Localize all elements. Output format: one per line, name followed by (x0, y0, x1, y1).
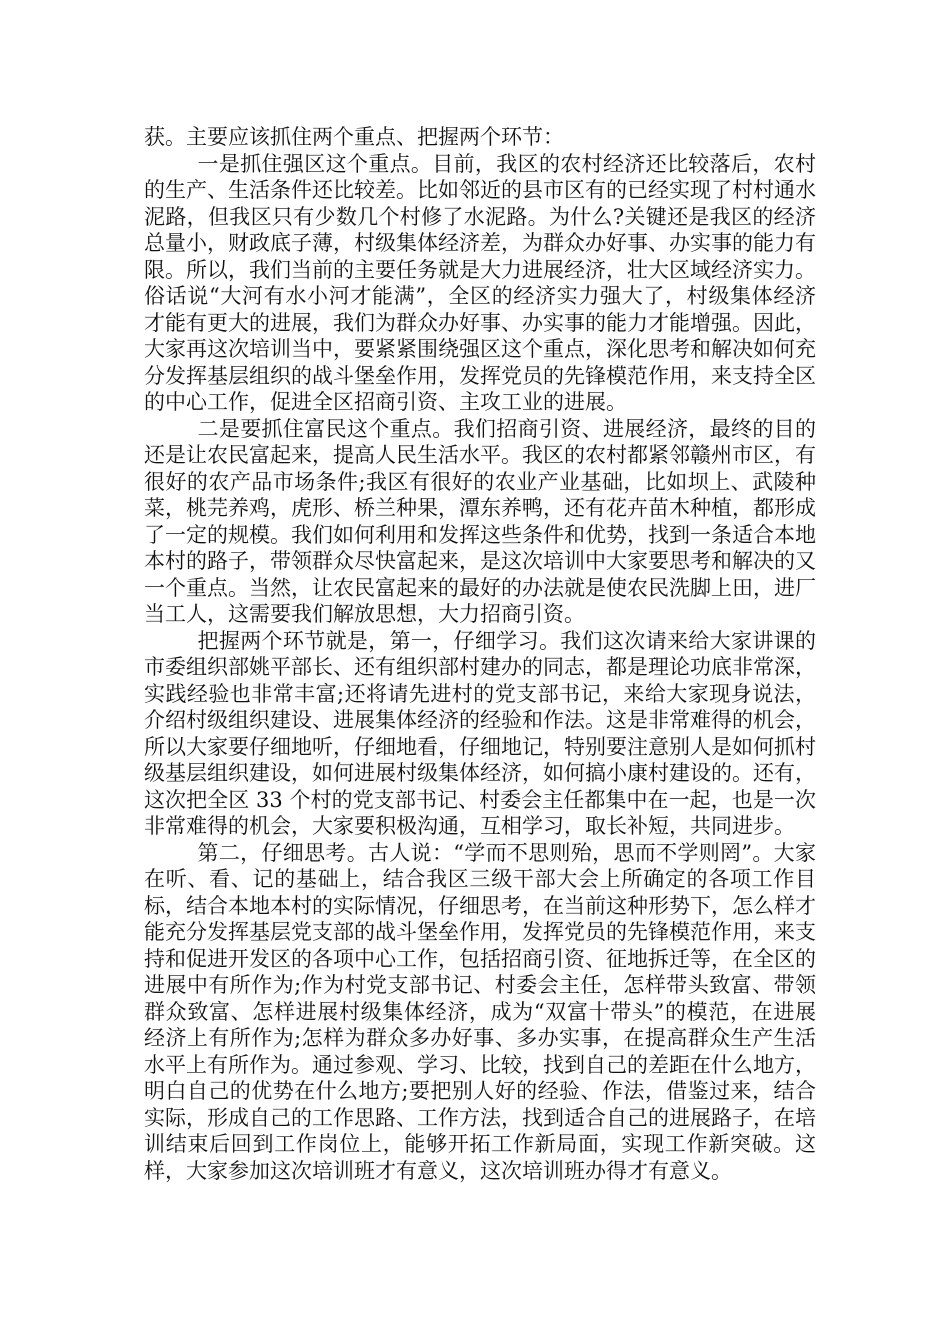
paragraph-careful-thinking: 第二，仔细思考。古人说：“学而不思则殆，思而不学则罔”。大家在听、看、记的基础上，结合我区三级干部大会上所确定的各项工作目标，结合本地本村的实际情况，仔细思考，在当前这种形势下，怎么样才能充分发挥基层党支部的战斗堡垒作用，发挥党员的先锋模范作用，来支持和促进开发区的各项中心工作，包括招商引资、征地拆迁等，在全区的进展中有所作为;作为村党支部书记、村委会主任，怎样带头致富、带领群众致富、怎样进展村级集体经济，成为“双富十带头”的模范，在进展经济上有所作为;怎样为群众多办好事、多办实事，在提高群众生产生活水平上有所作为。通过参观、学习、比较，找到自己的差距在什么地方，明白自己的优势在什么地方;要把别人好的经验、作法，借鉴过来，结合实际，形成自己的工作思路、工作方法，找到适合自己的进展路子，在培训结束后回到工作岗位上，能够开拓工作新局面，实现工作新突破。这样，大家参加这次培训班才有意义，这次培训班办得才有意义。 (144, 840, 816, 1183)
paragraph-enrich-people: 二是要抓住富民这个重点。我们招商引资、进展经济，最终的目的还是让农民富起来，提高人民生活水平。我区的农村都紧邻赣州市区，有很好的农产品市场条件;我区有很好的农业产业基础，比如坝上、武陵种菜，桃芫养鸡，虎形、桥兰种果，潭东养鸭，还有花卉苗木种植，都形成了一定的规模。我们如何利用和发挥这些条件和优势，找到一条适合本地本村的路子，带领群众尽快富起来，是这次培训中大家要思考和解决的又一个重点。当然，让农民富起来的最好的办法就是使农民洗脚上田，进厂当工人，这需要我们解放思想，大力招商引资。 (144, 416, 816, 626)
paragraph-careful-study: 把握两个环节就是，第一，仔细学习。我们这次请来给大家讲课的市委组织部姚平部长、还有组织部村建办的同志，都是理论功底非常深，实践经验也非常丰富;还将请先进村的党支部书记，来给大家现身说法，介绍村级组织建设、进展集体经济的经验和作法。这是非常难得的机会，所以大家要仔细地听，仔细地看，仔细地记，特别要注意别人是如何抓村级基层组织建设，如何进展村级集体经济，如何搞小康村建设的。还有，这次把全区 33 个村的党支部书记、村委会主任都集中在一起，也是一次非常难得的机会，大家要积极沟通，互相学习，取长补短，共同进步。 (144, 628, 816, 838)
paragraph-intro: 获。主要应该抓住两个重点、把握两个环节： (144, 125, 564, 149)
paragraph-strengthen-district: 一是抓住强区这个重点。目前，我区的农村经济还比较落后，农村的生产、生活条件还比较差。比如邻近的县市区有的已经实现了村村通水泥路，但我区只有少数几个村修了水泥路。为什么?关键还是我区的经济总量小，财政底子薄，村级集体经济差，为群众办好事、办实事的能力有限。所以，我们当前的主要任务就是大力进展经济，壮大区域经济实力。俗话说“大河有水小河才能满”，全区的经济实力强大了，村级集体经济才能有更大的进展，我们为群众办好事、办实事的能力才能增强。因此，大家再这次培训当中，要紧紧围绕强区这个重点，深化思考和解决如何充分发挥基层组织的战斗堡垒作用，发挥党员的先锋模范作用，来支持全区的中心工作，促进全区招商引资、主攻工业的进展。 (144, 151, 816, 414)
document-page (144, 124, 816, 1184)
